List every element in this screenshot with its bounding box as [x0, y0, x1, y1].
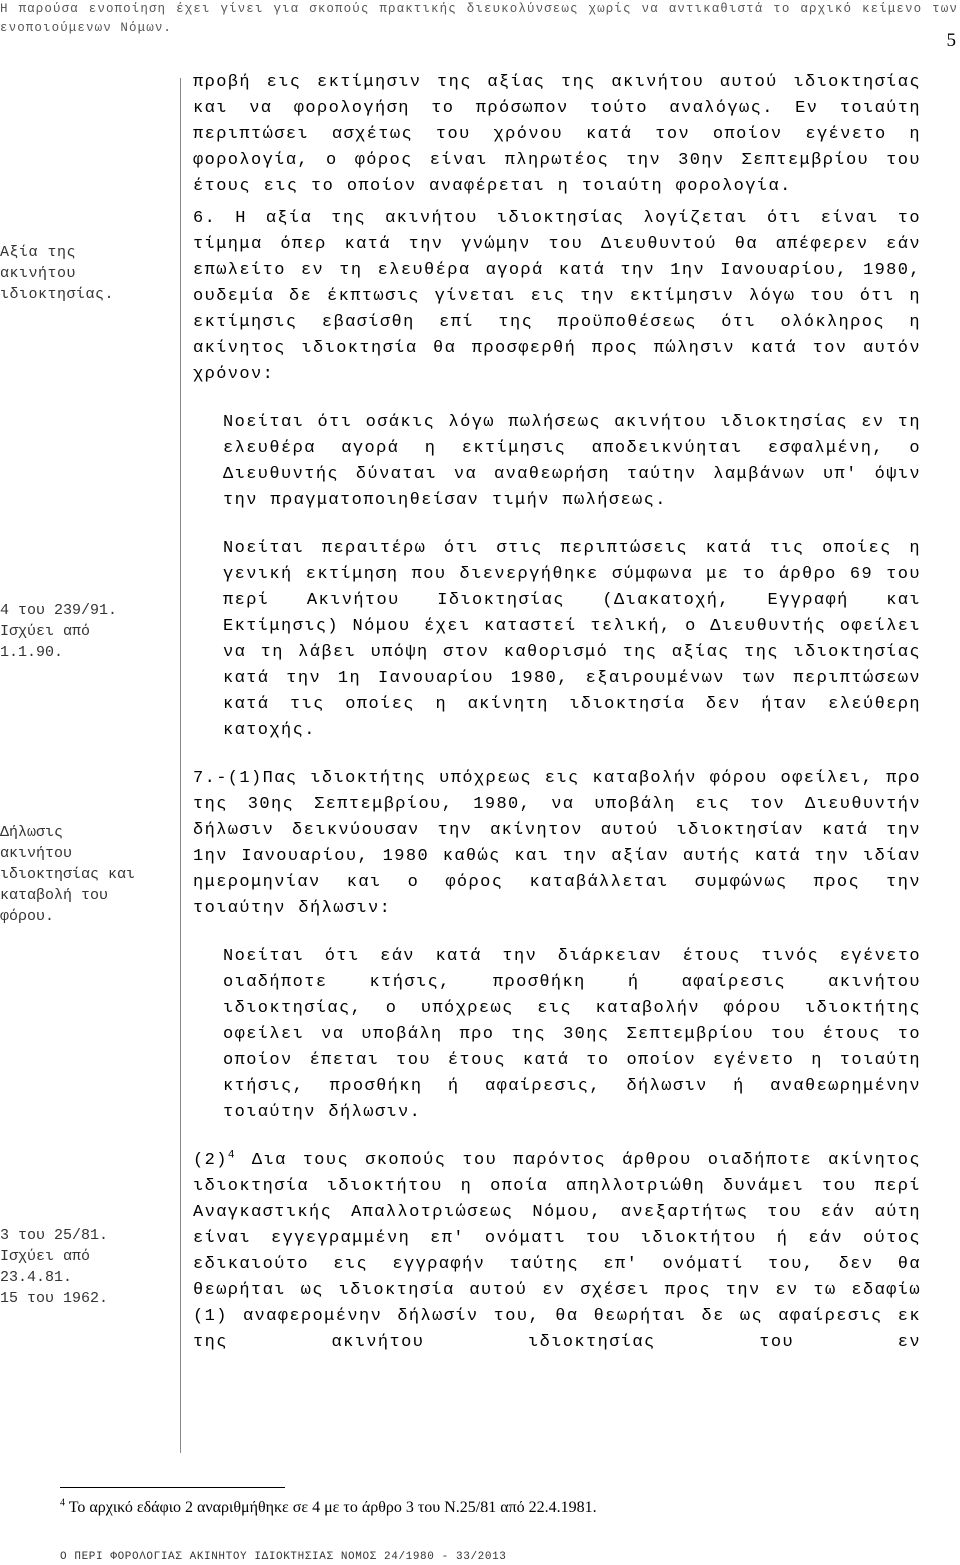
- footnote: [60, 1498, 597, 1518]
- margin-note-line: 1.1.90.: [0, 644, 64, 661]
- margin-note-line: Δήλωσις: [0, 824, 64, 841]
- footnote-text: Το αρχικό εδάφιο 2 αναριθμήθηκε σε 4 με το άρθρο 3 του Ν.25/81 από 22.4.1981.: [65, 1499, 597, 1516]
- disclaimer-line-1: Η παρούσα ενοποίηση έχει γίνει για σκοπούς πρακτικής διευκολύνσεως χωρίς να αντικαθιστά το αρχικό κείμενο των: [0, 2, 958, 16]
- margin-note-line: Ισχύει από: [0, 1248, 91, 1265]
- margin-note-line: Ισχύει από: [0, 623, 91, 640]
- disclaimer-line-2: ενοποιούμενων Νόμων.: [0, 21, 173, 35]
- margin-note-law-1962: 15 του 1962.: [0, 1290, 109, 1307]
- margin-note-line: 23.4.81.: [0, 1269, 73, 1286]
- margin-note-line: ακινήτου: [0, 845, 73, 862]
- footnote-reference[interactable]: 4: [227, 1149, 236, 1162]
- margin-note-amendment-239-91: [0, 600, 172, 663]
- subsection-number: (2): [193, 1151, 228, 1170]
- subsection-text: Δια τους σκοπούς του παρόντος άρθρου οιαδήποτε ακίνητος ιδιοκτησία ιδιοκτήτου η οποία απηλλοτριώθη δυνάμει του περί Αναγκαστικής Απαλλοτριώσεως Νόμου, ανεξαρτήτως του εάν αύτη είναι εγγεγραμμένη επ' ονόματι του ιδιοκτήτου ή εάν ούτος εδικαιούτο εις εγγραφήν ταύτης επ' ονόματί του, δεν θα θεωρήται ως ιδιοκτησία αυτού εν σχέσει προς την εν τω εδαφίω (1) αναφερομένην δήλωσίν του, θα θεωρήται δε ως αφαίρεσις εκ της ακινήτου ιδιοκτησίας του εν: [193, 1151, 921, 1352]
- margin-note-value: [0, 242, 172, 305]
- margin-note-line: καταβολή του: [0, 887, 109, 904]
- paragraph-intro: προβή εις εκτίμησιν της αξίας της ακινήτου αυτού ιδιοκτησίας και να φορολογήση το πρόσωπον τούτο αναλόγως. Εν τοιαύτη περιπτώσει ασχέτως του χρόνου κατά τον οποίον εγένετο η φορολογία, ο φόρος είναι πληρωτέος την 30ην Σεπτεμβρίου του έτους εις το οποίον αναφέρεται η τοιαύτη φορολογία.: [193, 73, 921, 196]
- footnote-mark: 4: [60, 1497, 65, 1509]
- page-number: 5: [946, 30, 956, 51]
- page-footer: Ο ΠΕΡΙ ΦΟΡΟΛΟΓΙΑΣ ΑΚΙΝΗΤΟΥ ΙΔΙΟΚΤΗΣΙΑΣ ΝΟΜΟΣ 24/1980 - 33/2013: [60, 1551, 507, 1563]
- margin-note-line: φόρου.: [0, 908, 55, 925]
- section-6-proviso-1: Νοείται ότι οσάκις λόγω πωλήσεως ακινήτου ιδιοκτησίας εν τη ελευθέρα αγορά η εκτίμησις αποδεικνύηται εσφαλμένη, ο Διευθυντής δύναται να αναθεωρήση ταύτην λαμβάνων υπ' όψιν την πραγματοποιηθείσαν τιμήν πωλήσεως.: [223, 413, 921, 510]
- margin-note-line: ιδιοκτησίας και: [0, 866, 136, 883]
- disclaimer-header: [0, 0, 958, 38]
- section-7-proviso: Νοείται ότι εάν κατά την διάρκειαν έτους τινός εγένετο οιαδήποτε κτήσις, προσθήκη ή αφαίρεσις ακινήτου ιδιοκτησίας, ο υπόχρεως εις καταβολήν φόρου ιδιοκτήτης οφείλει να υποβάλη προ της 30ης Σεπτεμβρίου του έτους το οποίον έπεται του έτους κατά το οποίον εγένετο η τοιαύτη κτήσις, προσθήκη ή αφαίρεσις, δήλωσιν ή αναθεωρημένην τοιαύτην δήλωσιν.: [223, 947, 921, 1122]
- section-6: 6. Η αξία της ακινήτου ιδιοκτησίας λογίζεται ότι είναι το τίμημα όπερ κατά την γνώμην του Διευθυντού θα απέφερεν εάν επωλείτο εν τη ελευθέρα αγορά κατά την 1ην Ιανουαρίου, 1980, ουδεμία δε έκπτωσις γίνεται εις την εκτίμησιν λόγω του ότι η εκτίμησις εβασίσθη επί της προϋποθέσεως ότι ολόκληρος η ακίνητος ιδιοκτησία θα προσφερθή προς πώλησιν κατά τον αυτόν χρόνον:: [193, 209, 921, 384]
- section-6-proviso-2: Νοείται περαιτέρω ότι στις περιπτώσεις κατά τις οποίες η γενική εκτίμηση που διενεργήθηκε σύμφωνα με το άρθρο 69 του περί Ακινήτου Ιδιοκτησίας (Διακατοχή, Εγγραφή και Εκτίμησις) Νόμου έχει καταστεί τελική, ο Διευθυντής οφείλει να τη λάβει υπόψη στον καθορισμό της αξίας της ιδιοκτησίας κατά την 1η Ιανουαρίου 1980, εξαιρουμένων των περιπτώσεων κατά τις οποίες η ακίνητη ιδιοκτησία δεν ήταν ελεύθερη κατοχής.: [223, 539, 921, 740]
- main-text: [193, 70, 921, 1356]
- margin-note-line: 3 του 25/81.: [0, 1227, 109, 1244]
- margin-note-line: Αξία της: [0, 244, 77, 261]
- section-7-2: [193, 1148, 921, 1356]
- margin-divider: [180, 78, 181, 1453]
- margin-note-line: 4 του 239/91.: [0, 602, 118, 619]
- section-7-1: 7.-(1)Πας ιδιοκτήτης υπόχρεως εις καταβολήν φόρου οφείλει, προ της 30ης Σεπτεμβρίου, 1980, να υποβάλη εις τον Διευθυντήν δήλωσιν δεικνύουσαν την ακίνητον αυτού ιδιοκτησίαν κατά την 1ην Ιανουαρίου, 1980 καθώς και την αξίαν αυτής κατά την ιδίαν ημερομηνίαν και ο φόρος καταβάλλεται συμφώνως προς την τοιαύτην δήλωσιν:: [193, 769, 921, 918]
- margin-note-line: ιδιοκτησίας.: [0, 286, 115, 303]
- margin-note-line: ακινήτου: [0, 265, 77, 282]
- margin-note-amendment-25-81: [0, 1225, 172, 1309]
- margin-note-declaration: [0, 822, 172, 927]
- footnote-divider: [60, 1487, 285, 1488]
